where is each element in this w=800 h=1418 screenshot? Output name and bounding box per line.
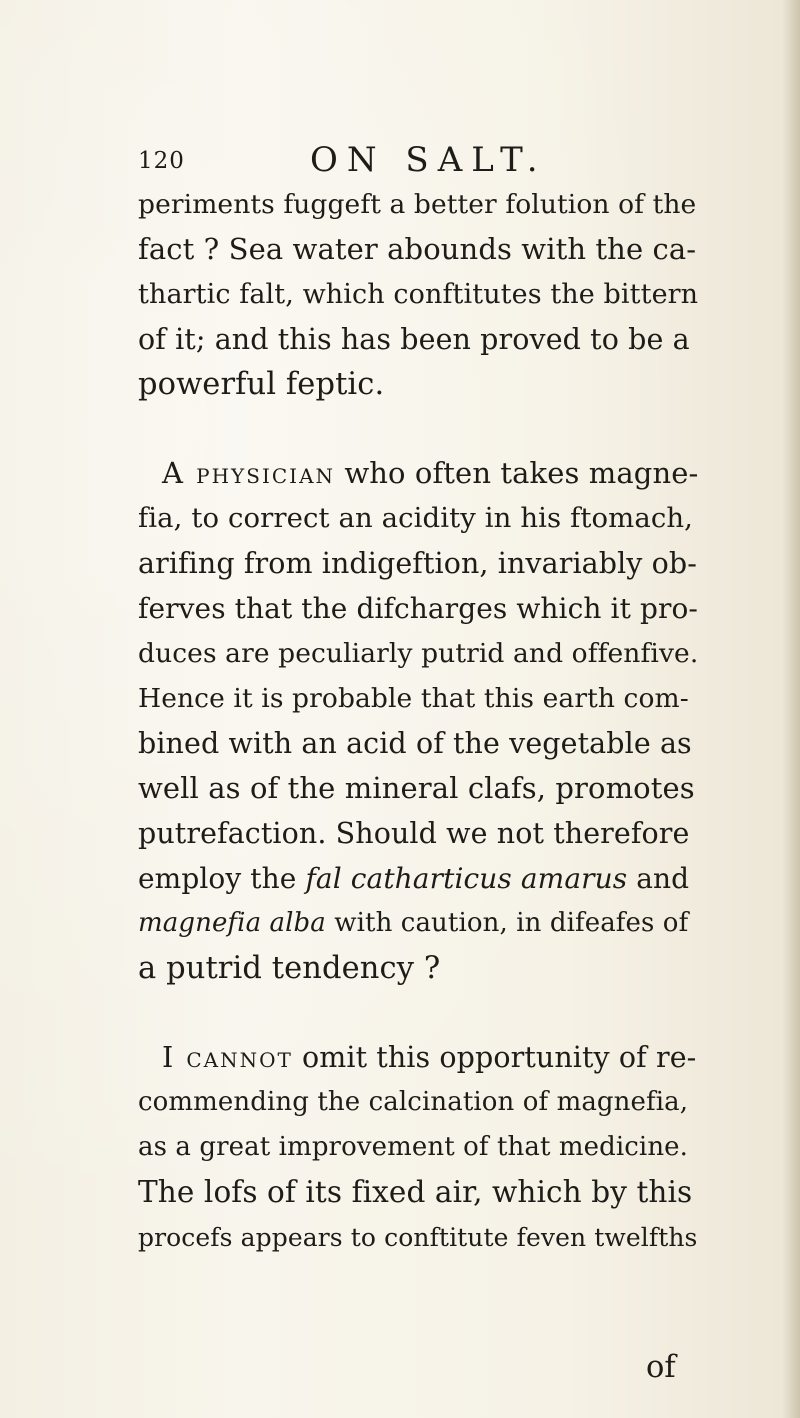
paragraph-1 (138, 182, 698, 407)
paragraph-2 (138, 451, 698, 991)
italic-term: magnefia alba (138, 908, 326, 938)
text-line: employ the fal catharticus amarus and (138, 862, 690, 895)
page-number: 120 (138, 148, 185, 174)
page-header (138, 140, 698, 184)
text-line: putrefaction. Should we not therefore (138, 817, 690, 850)
text-line: I cannot omit this opportunity of re- (162, 1041, 697, 1074)
text-line: The lofs of its fixed air, which by this (138, 1175, 693, 1209)
italic-term: fal catharticus amarus (305, 862, 628, 895)
text-line: fia, to correct an acidity in his ftomach, (138, 502, 694, 534)
paragraph-gap (138, 991, 698, 1035)
running-title: ON SALT. (310, 140, 547, 180)
text-line: ferves that the difcharges which it pro- (138, 592, 698, 625)
catchword: of (646, 1350, 676, 1385)
paragraph-3 (138, 1035, 698, 1260)
paragraph-lead: I cannot (162, 1041, 293, 1074)
text-line: A physician who often takes magne- (162, 456, 699, 490)
text-line: fact ? Sea water abounds with the ca- (138, 232, 697, 266)
text-line: commending the calcination of magnefia, (138, 1087, 689, 1117)
page-body (138, 182, 698, 1260)
page-edge-shadow (782, 0, 800, 1418)
text-line: procefs appears to conftitute feven twelfths (138, 1223, 698, 1252)
paragraph-gap (138, 407, 698, 451)
text-line: powerful feptic. (138, 367, 385, 402)
text-line: magnefia alba with caution, in difeafes of (138, 908, 689, 938)
text-line: a putrid tendency ? (138, 951, 441, 986)
text-line: of it; and this has been proved to be a (138, 323, 690, 356)
text-line: duces are peculiarly putrid and offenfive. (138, 638, 699, 669)
text-line: periments fuggeft a better folution of the (138, 189, 697, 220)
text-line: well as of the mineral clafs, promotes (138, 771, 695, 805)
text-line: as a great improvement of that medicine. (138, 1132, 689, 1162)
paragraph-lead: A physician (162, 456, 336, 490)
text-line: Hence it is probable that this earth com- (138, 683, 689, 714)
text-line: bined with an acid of the vegetable as (138, 727, 692, 760)
text-line: arifing from indigeftion, invariably ob- (138, 547, 697, 580)
text-line: thartic falt, which conftitutes the bittern (138, 279, 699, 310)
